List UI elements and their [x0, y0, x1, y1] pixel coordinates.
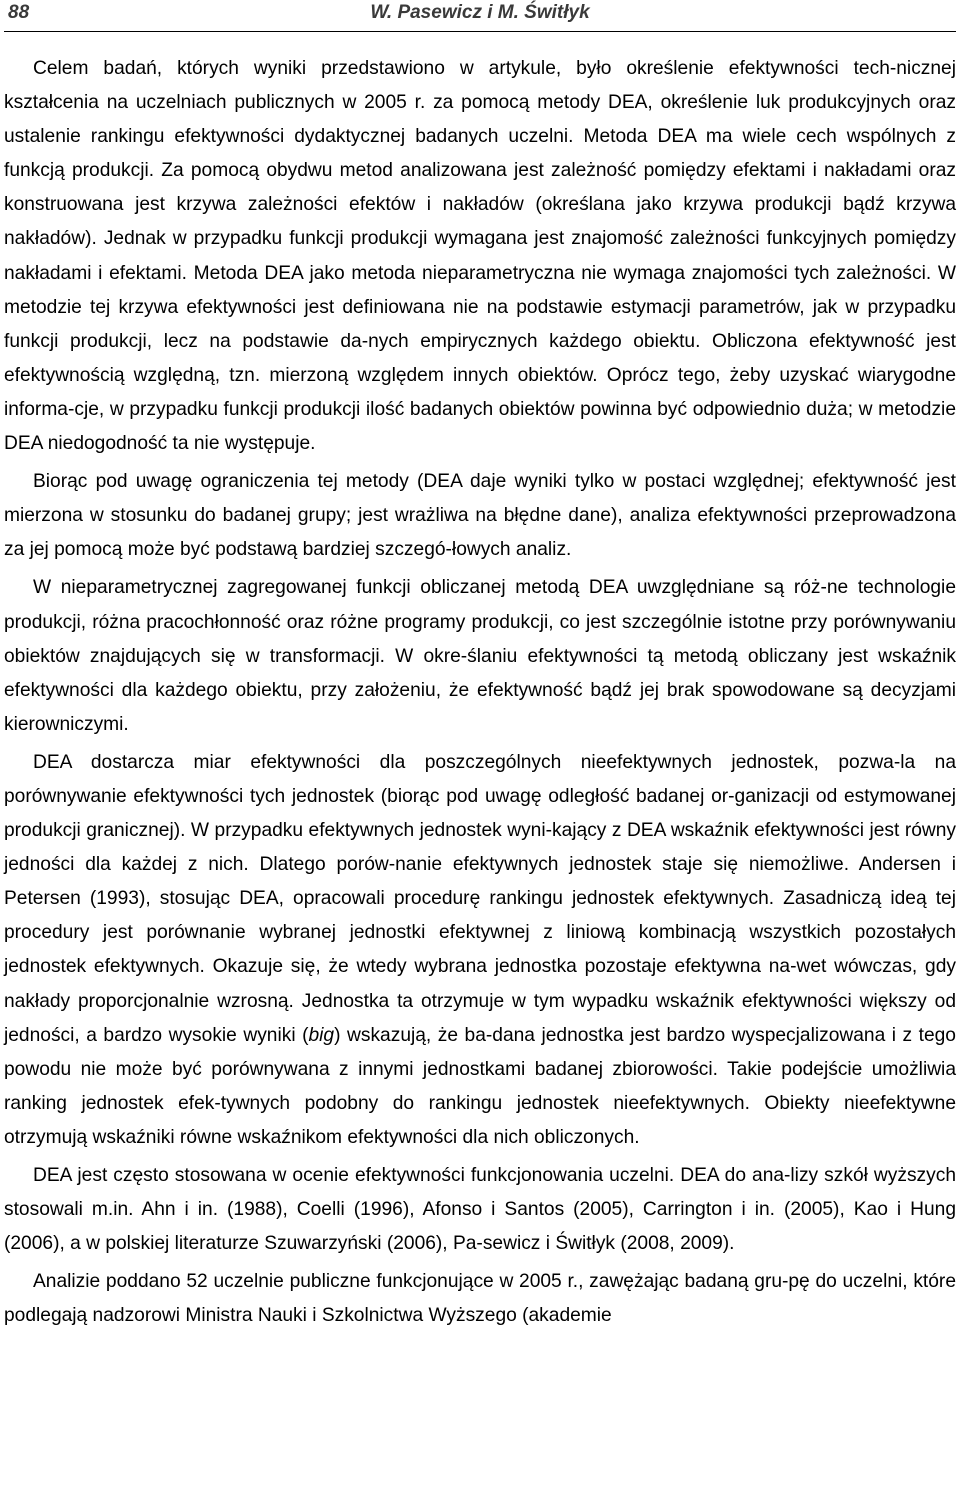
paragraph-5: DEA jest często stosowana w ocenie efektywności funkcjonowania uczelni. DEA do ana-lizy szkół wyższych stosowali m.in. Ahn i in. (1988), Coelli (1996), Afonso i Santos (2005), Carrington i in. (2005), Kao i Hung (2006), a w polskiej literaturze Szuwarzyński (2006), Pa-sewicz i Świtłyk (2008, 2009). — [4, 1165, 956, 1255]
paragraph-3: W nieparametrycznej zagregowanej funkcji obliczanej metodą DEA uwzględniane są róż-ne technologie produkcji, różna pracochłonność oraz różne programy produkcji, co jest szczególnie istotne przy porównywaniu obiektów znajdujących się w transformacji. W okre-ślaniu efektywności tą metodą obliczany jest wskaźnik efektywności dla każdego obiektu, przy założeniu, że efektywność bądź jej brak spowodowane są decyzjami kierowniczymi. — [4, 577, 956, 735]
page-header — [0, 0, 960, 30]
italic-term: big — [308, 1024, 335, 1046]
page-number: 88 — [8, 2, 30, 23]
paragraph-1: Celem badań, których wyniki przedstawiono w artykule, było określenie efektywności tech-nicznej kształcenia na uczelniach publicznych w 2005 r. za pomocą metody DEA, określenie luk produkcyjnych oraz ustalenie rankingu efektywności dydaktycznej badanych uczelni. Metoda DEA ma wiele cech wspólnych z funkcją produkcji. Za pomocą obydwu metod analizowana jest zależność pomiędzy efektami i nakładami oraz konstruowana jest krzywa zależności efektów i nakładów (określana jako krzywa produkcji bądź krzywa nakładów). Jednak w przypadku funkcji produkcji wymagana jest znajomość zależności funkcyjnych pomiędzy nakładami i efektami. Metoda DEA jako metoda nieparametryczna nie wymaga znajomości tych zależności. W metodzie tej krzywa efektywności jest definiowana nie na podstawie estymacji parametrów, jak w przypadku funkcji produkcji, lecz na podstawie da-nych empirycznych każdego obiektu. Obliczona efektywność jest efektywnością względną, tzn. mierzoną względem innych obiektów. Oprócz tego, żeby uzyskać wiarygodne informa-cje, w przypadku funkcji produkcji ilość badanych obiektów powinna być odpowiednio duża; w metodzie DEA niedogodność ta nie występuje. — [4, 58, 956, 455]
header-rule — [4, 31, 956, 32]
paragraph-4: DEA dostarcza miar efektywności dla poszczególnych nieefektywnych jednostek, pozwa-la na porównywanie efektywności tych jednostek (biorąc pod uwagę odległość badanej or-ganizacji od estymowanej produkcji granicznej). W przypadku efektywnych jednostek wyni-kający z DEA wskaźnik efektywności jest równy jedności dla każdej z nich. Dlatego porów-nanie efektywnych jednostek staje się niemożliwe. Andersen i Petersen (1993), stosując DEA, opracowali procedurę rankingu jednostek efektywnych. Zasadniczą ideą tej procedury jest porównanie wybranej jednostki efektywnej z liniową kombinacją wszystkich pozostałych jednostek efektywnych. Okazuje się, że wtedy wybrana jednostka pozostaje efektywna na-wet wówczas, gdy nakłady proporcjonalnie wzrosną. Jednostka ta otrzymuje w tym wypadku wskaźnik efektywności większy od jedności, a bardzo wysokie wyniki (big) wskazują, że ba-dana jednostka jest bardzo wyspecjalizowana i z tego powodu nie może być porównywana z innymi jednostkami badanej zbiorowości. Takie podejście umożliwia ranking jednostek efek-tywnych podobny do rankingu jednostek nieefektywnych. Obiekty nieefektywne otrzymują wskaźniki równe wskaźnikom efektywności dla nich obliczonych. — [4, 751, 956, 1148]
body-text — [4, 52, 956, 1337]
paragraph-2: Biorąc pod uwagę ograniczenia tej metody (DEA daje wyniki tylko w postaci względnej; efektywność jest mierzona w stosunku do badanej grupy; jest wrażliwa na błędne dane), analiza efektywności przeprowadzona za jej pomocą może być podstawą bardziej szczegó-łowych analiz. — [4, 471, 956, 561]
running-head-authors: W. Pasewicz i M. Świtłyk — [370, 2, 590, 23]
paragraph-6: Analizie poddano 52 uczelnie publiczne funkcjonujące w 2005 r., zawężając badaną gru-pę do uczelni, które podlegają nadzorowi Ministra Nauki i Szkolnictwa Wyższego (akademie — [4, 1271, 956, 1327]
